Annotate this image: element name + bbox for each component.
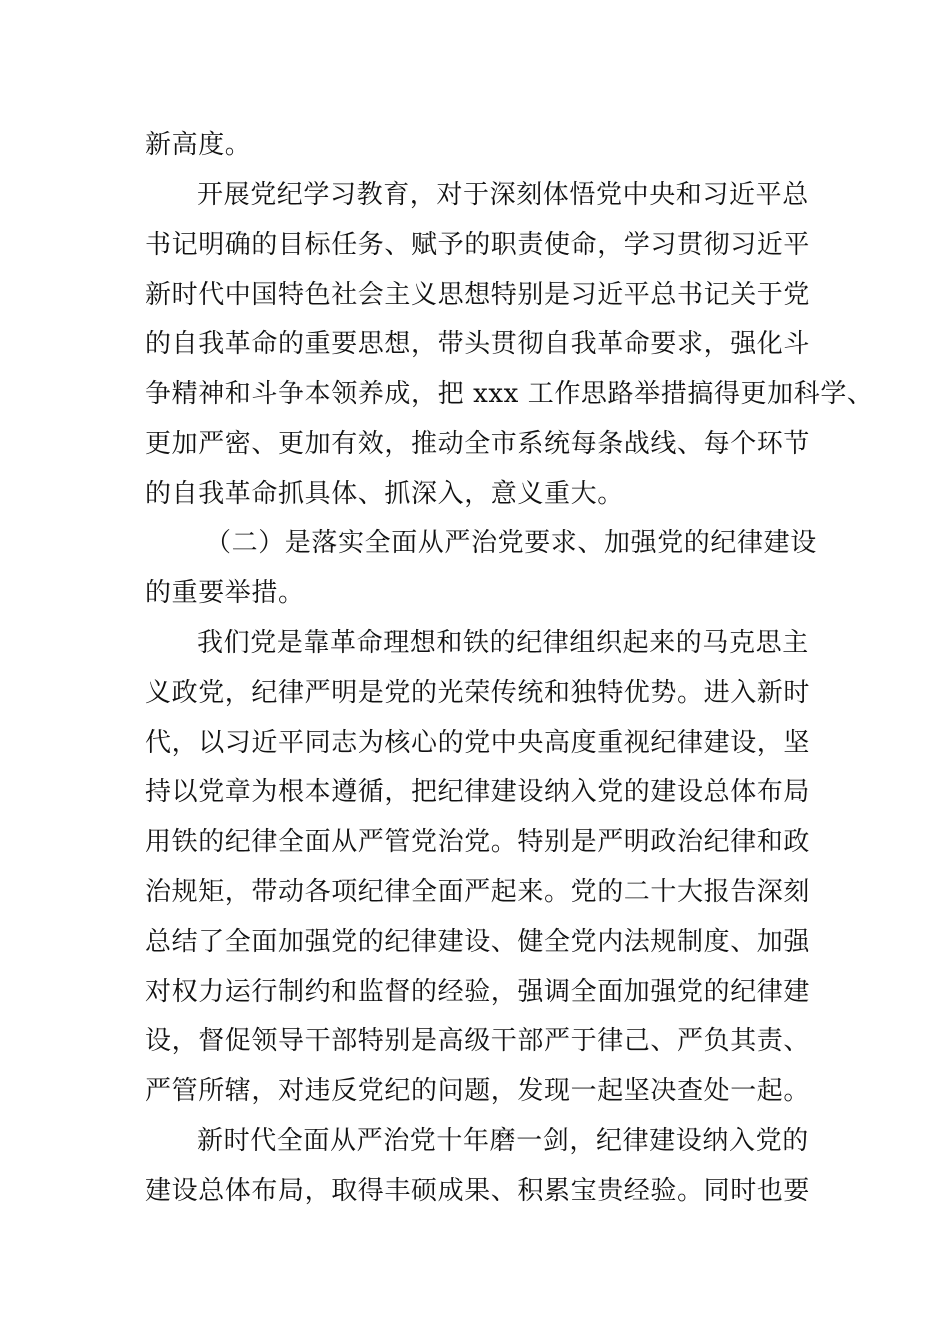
- text-line: 更加严密、更加有效，推动全市系统每条战线、每个环节: [145, 429, 811, 459]
- text-line: 新时代中国特色社会主义思想特别是习近平总书记关于党: [145, 280, 811, 310]
- text-line: 代，以习近平同志为核心的党中央高度重视纪律建设，坚: [145, 728, 811, 758]
- text-line: 设，督促领导干部特别是高级干部严于律己、严负其责、: [145, 1026, 811, 1056]
- text-line: 的自我革命的重要思想，带头贯彻自我革命要求，强化斗: [145, 329, 811, 359]
- text-line: 治规矩，带动各项纪律全面严起来。党的二十大报告深刻: [145, 877, 811, 907]
- section-heading-line: 的重要举措。: [145, 578, 305, 608]
- text-line: 用铁的纪律全面从严管党治党。特别是严明政治纪律和政: [145, 827, 811, 857]
- text-line: 对权力运行制约和监督的经验，强调全面加强党的纪律建: [145, 977, 811, 1007]
- text-line: 总结了全面加强党的纪律建设、健全党内法规制度、加强: [145, 927, 811, 957]
- text-line: 持以党章为根本遵循，把纪律建设纳入党的建设总体布局: [145, 777, 811, 807]
- text-line: 建设总体布局，取得丰硕成果、积累宝贵经验。同时也要: [145, 1176, 811, 1206]
- text-line: 新高度。: [145, 130, 252, 160]
- text-line: 我们党是靠革命理想和铁的纪律组织起来的马克思主: [197, 628, 809, 658]
- text-line: 的自我革命抓具体、抓深入，意义重大。: [145, 479, 624, 509]
- text-line: 开展党纪学习教育，对于深刻体悟党中央和习近平总: [197, 180, 809, 210]
- text-line: 严管所辖，对违反党纪的问题，发现一起坚决查处一起。: [145, 1076, 811, 1106]
- text-line: 书记明确的目标任务、赋予的职责使命，学习贯彻习近平: [145, 230, 811, 260]
- text-line: 争精神和斗争本领养成，把 xxx 工作思路举措搞得更加科学、: [145, 379, 874, 409]
- text-line: 义政党，纪律严明是党的光荣传统和独特优势。进入新时: [145, 678, 811, 708]
- text-line: 新时代全面从严治党十年磨一剑，纪律建设纳入党的: [197, 1126, 809, 1156]
- section-heading-line: （二）是落实全面从严治党要求、加强党的纪律建设: [205, 528, 817, 558]
